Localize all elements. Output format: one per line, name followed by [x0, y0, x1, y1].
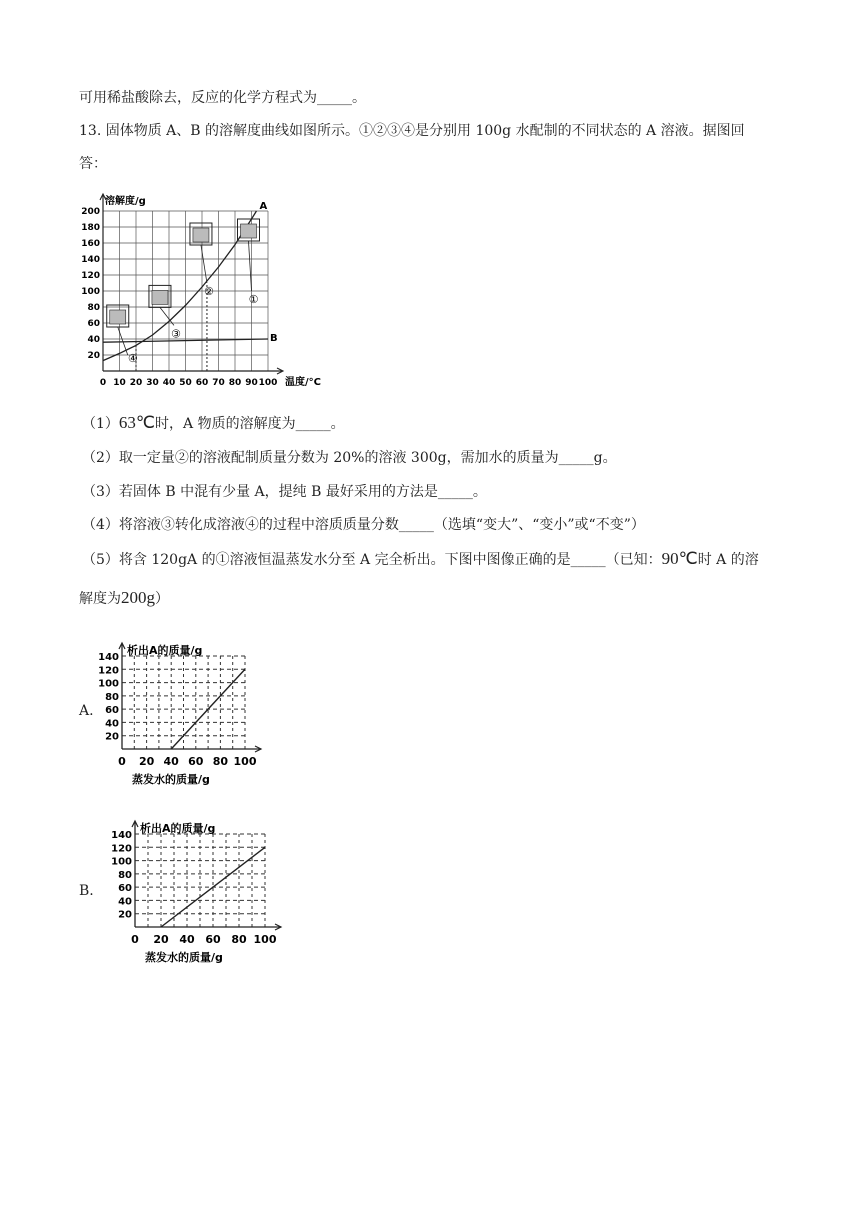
x-tick-label: 60 [195, 378, 209, 388]
point-label: ④ [127, 352, 138, 365]
sub5-text-2: 解度为 [79, 591, 121, 607]
point-label: ① [248, 293, 259, 306]
y-tick-label: 20 [87, 351, 100, 361]
y-axis-label: 析出A的质量/g [127, 644, 203, 657]
sub5-solubility: 200g [121, 588, 155, 607]
x-tick-label: 60 [188, 755, 204, 768]
beaker-solution [241, 224, 257, 238]
beaker-solution [193, 228, 209, 242]
y-tick-label: 140 [98, 652, 119, 663]
y-tick-label: 120 [81, 271, 100, 281]
sub-question-5-cont [79, 588, 169, 609]
x-tick-label: 0 [99, 378, 107, 388]
beaker-solution [110, 310, 126, 324]
y-tick-label: 140 [111, 830, 132, 841]
beaker-pointer [249, 241, 252, 291]
question-13-stem-cont: 答： [79, 156, 107, 172]
x-tick-label: 100 [253, 933, 277, 946]
x-tick-label: 80 [228, 378, 242, 388]
y-tick-label: 120 [111, 843, 132, 855]
y-tick-label: 40 [105, 718, 119, 730]
beaker-1 [238, 219, 260, 291]
question-13-stem: 13. 固体物质 A、B 的溶解度曲线如图所示。①②③④是分别用 100g 水配制的不同状态的 A 溶液。据图回 [79, 123, 745, 139]
y-tick-label: 120 [98, 665, 119, 677]
y-tick-label: 20 [118, 909, 132, 921]
sub5-close: ） [155, 591, 169, 607]
x-tick-label: 50 [179, 378, 192, 388]
y-tick-label: 140 [81, 255, 100, 265]
y-tick-label: 60 [105, 705, 119, 717]
y-tick-label: 60 [87, 319, 100, 329]
y-tick-label: 80 [105, 691, 119, 703]
y-tick-label: 80 [118, 869, 132, 881]
x-tick-label: 20 [138, 755, 155, 768]
y-tick-label: 20 [105, 731, 119, 743]
x-tick-label: 40 [163, 755, 179, 768]
y-tick-label: 160 [81, 239, 100, 249]
beaker-4 [107, 305, 129, 355]
x-tick-label: 40 [162, 378, 176, 388]
sub-question-1 [82, 413, 345, 434]
sub-question-4: （4）将溶液③转化成溶液④的过程中溶质质量分数_____（选填“变大”、“变小”或“不变”） [82, 517, 645, 533]
x-tick-label: 10 [113, 378, 126, 388]
x-tick-label: 70 [212, 378, 225, 388]
sub1-number: （1） [82, 416, 119, 432]
sub-question-5 [82, 549, 759, 570]
option-a-label[interactable]: A. [79, 703, 94, 719]
x-tick-label: 20 [129, 378, 143, 388]
y-axis-label: 溶解度/g [105, 196, 146, 207]
previous-question-line: 可用稀盐酸除去，反应的化学方程式为_____。 [79, 90, 366, 106]
y-tick-label: 200 [81, 207, 100, 217]
y-tick-label: 100 [81, 287, 100, 297]
sub5-temperature: 90℃ [661, 549, 698, 568]
x-tick-label: 0 [118, 755, 126, 768]
solubility-curve-chart [72, 190, 337, 405]
option-b-chart[interactable] [105, 814, 290, 976]
y-tick-label: 100 [111, 856, 132, 868]
sub1-text: 时，A 物质的溶解度为_____。 [155, 416, 345, 432]
option-a-chart[interactable] [95, 636, 270, 796]
x-axis-label: 温度/°C [285, 377, 321, 388]
y-tick-label: 180 [81, 223, 100, 233]
y-axis-label: 析出A的质量/g [140, 822, 216, 835]
x-tick-label: 40 [179, 933, 195, 946]
x-tick-label: 100 [258, 378, 278, 388]
sub-question-3: （3）若固体 B 中混有少量 A，提纯 B 最好采用的方法是_____。 [82, 484, 487, 500]
x-tick-label: 80 [231, 933, 247, 946]
beaker-2 [190, 223, 212, 283]
sub5-text-cont: 时 A 的溶 [697, 552, 759, 568]
x-tick-label: 30 [146, 378, 159, 388]
x-tick-label: 90 [245, 378, 258, 388]
curve-label-a: A [259, 201, 268, 212]
y-tick-label: 80 [87, 303, 100, 313]
sub1-temperature: 63℃ [118, 413, 156, 432]
x-tick-label: 80 [212, 755, 229, 768]
point-label: ③ [171, 327, 181, 341]
x-tick-label: 100 [233, 755, 257, 768]
point-label: ② [204, 285, 214, 298]
sub5-text: （5）将含 120gA 的①溶液恒温蒸发水分至 A 完全析出。下图中图像正确的是_____（已知： [82, 552, 662, 568]
x-tick-label: 0 [131, 933, 139, 946]
curve-label-b: B [270, 333, 278, 344]
sub-question-2: （2）取一定量②的溶液配制质量分数为 20%的溶液 300g，需加水的质量为_____g。 [82, 450, 617, 466]
y-tick-label: 60 [118, 883, 132, 895]
y-tick-label: 40 [118, 896, 132, 908]
beaker-solution [152, 290, 168, 304]
option-b-label[interactable]: B. [79, 883, 94, 899]
x-tick-label: 20 [153, 933, 169, 946]
x-axis-label: 蒸发水的质量/g [145, 951, 223, 964]
x-axis-label: 蒸发水的质量/g [132, 773, 210, 786]
y-tick-label: 100 [98, 678, 119, 690]
x-tick-label: 60 [205, 933, 221, 946]
y-tick-label: 40 [87, 335, 100, 345]
